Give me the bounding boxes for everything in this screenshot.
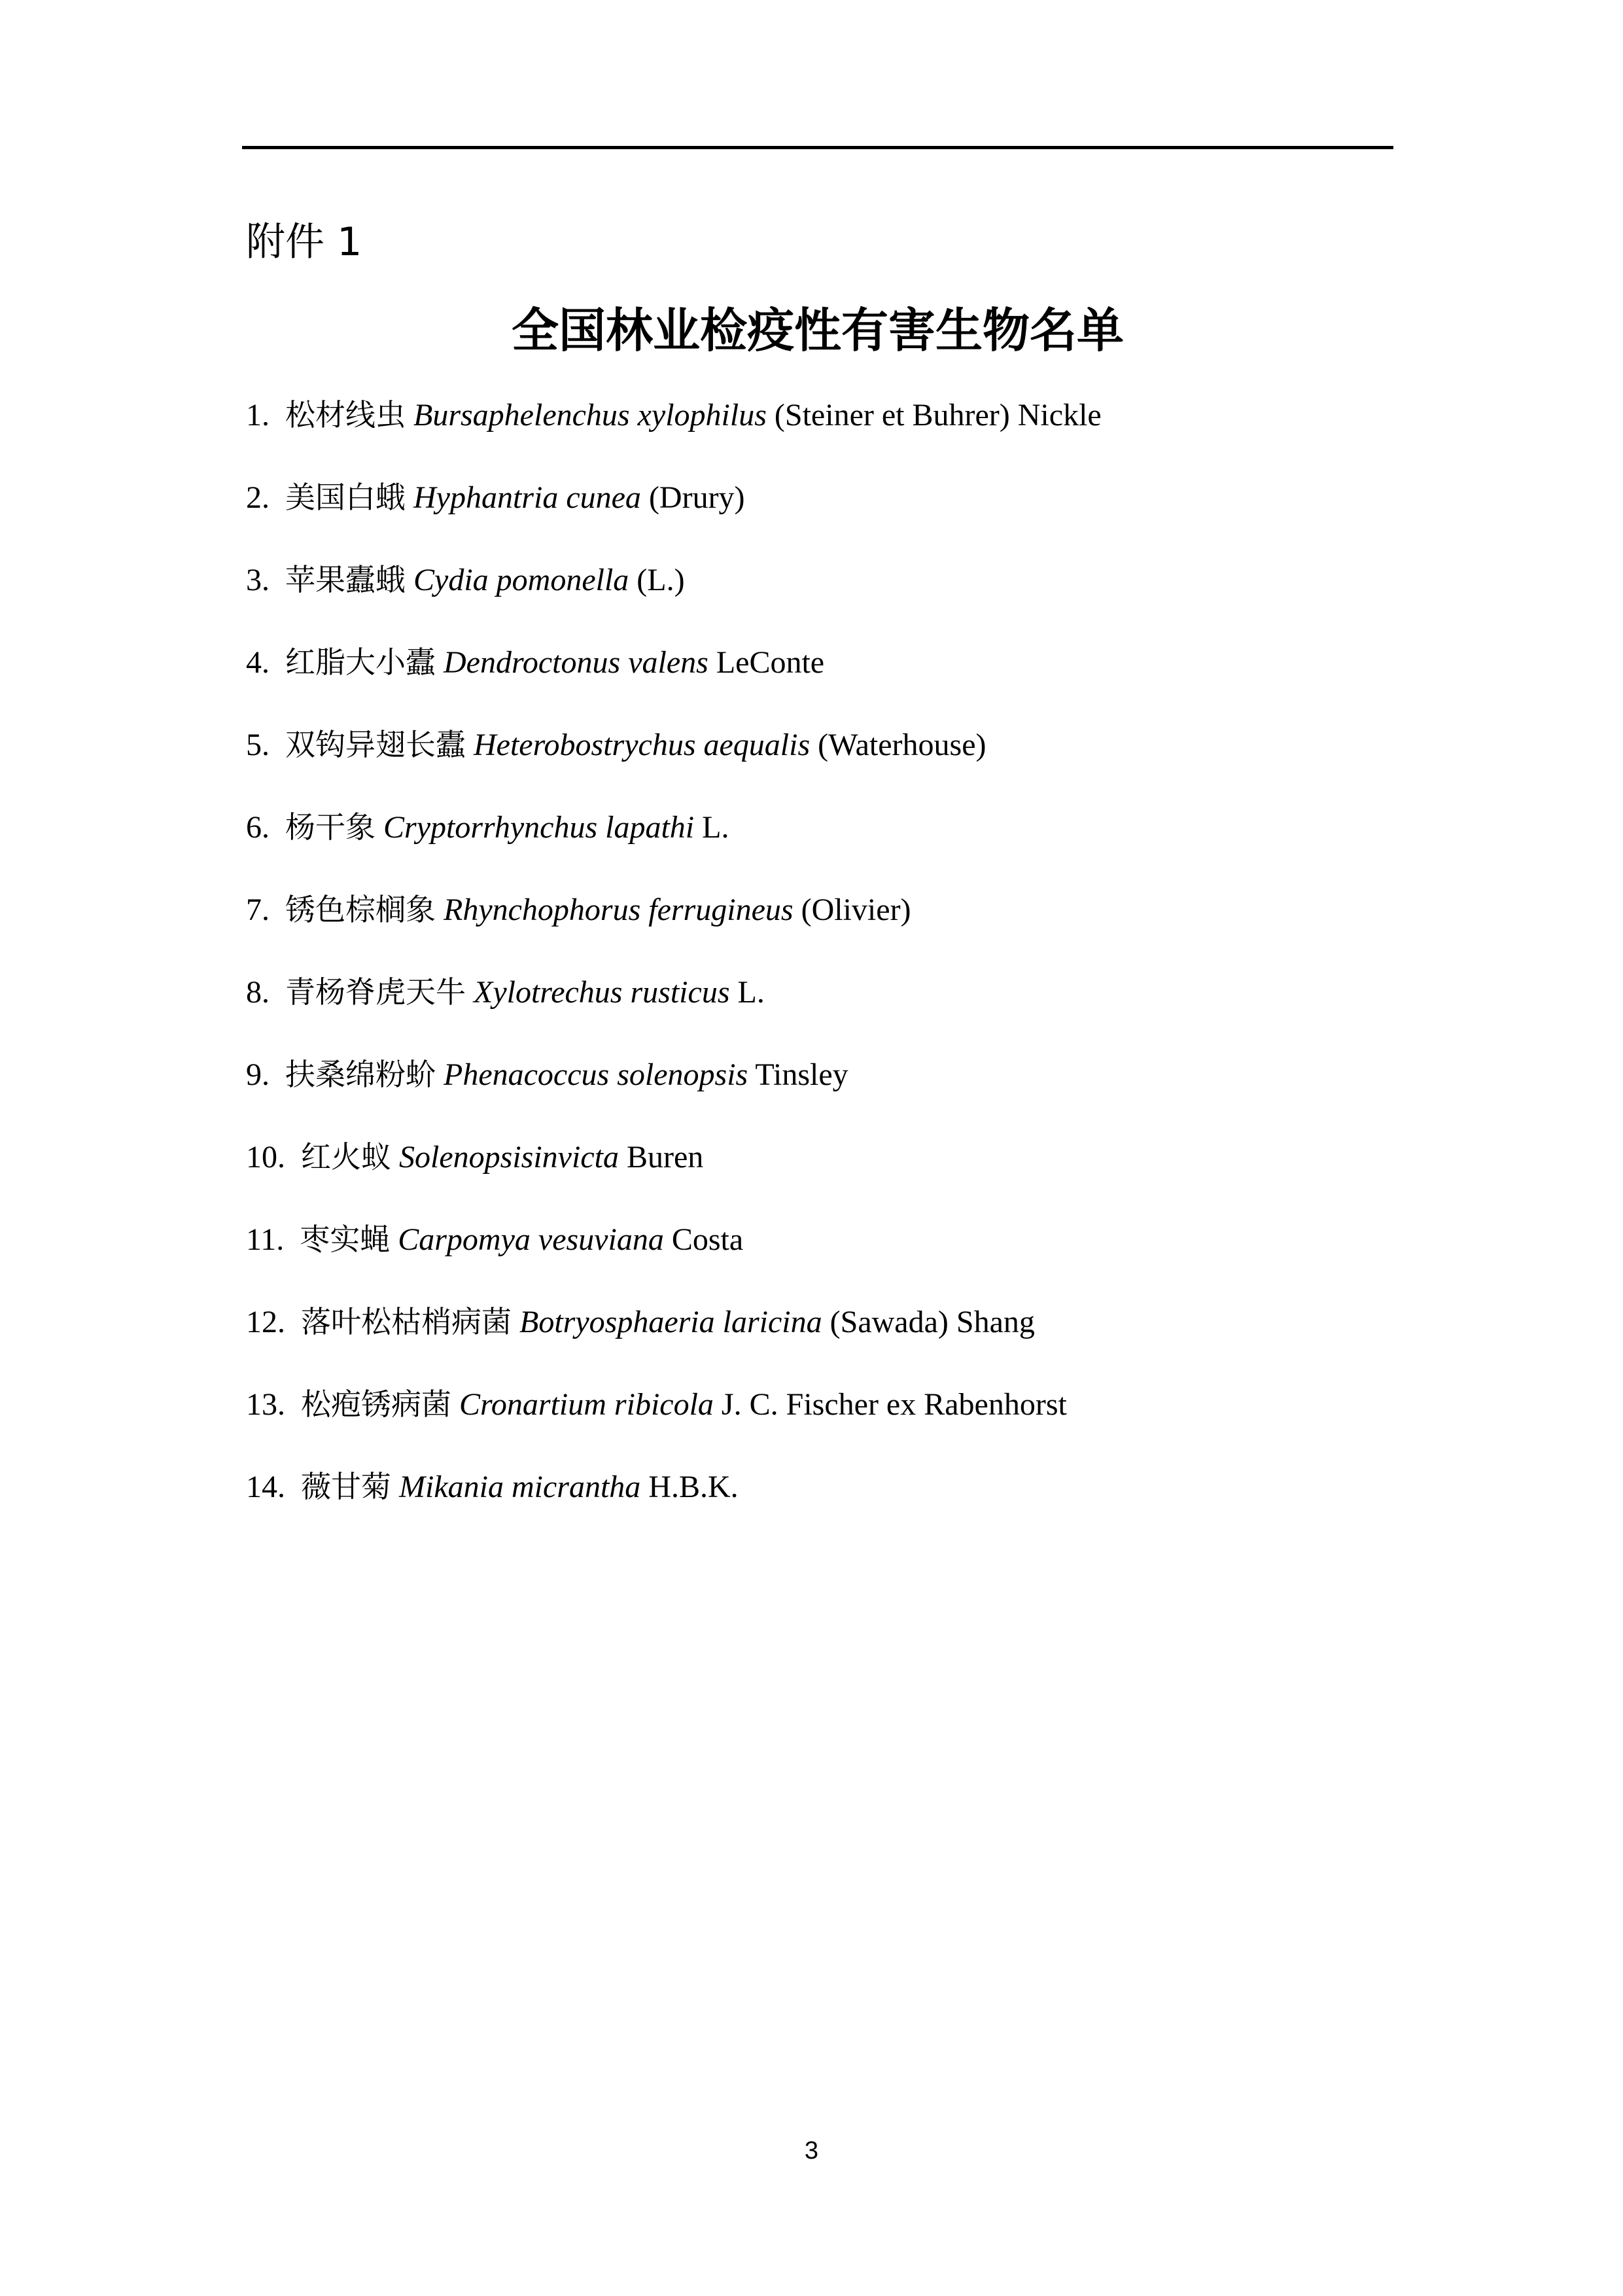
list-item: [246, 1462, 1397, 1544]
author-citation: (Sawada) Shang: [829, 1305, 1035, 1339]
item-number: 10.: [246, 1140, 285, 1174]
item-number: 3.: [246, 563, 270, 597]
scientific-name: Carpomya vesuviana: [398, 1222, 664, 1257]
author-citation: J. C. Fischer ex Rabenhorst: [721, 1387, 1067, 1422]
chinese-name: 松疱锈病菌: [301, 1386, 451, 1422]
author-citation: Buren: [626, 1140, 704, 1174]
list-item: [246, 1132, 1397, 1214]
chinese-name: 落叶松枯梢病菌: [301, 1304, 512, 1339]
list-item: [246, 967, 1397, 1050]
item-number: 8.: [246, 975, 270, 1010]
scientific-name: Bursaphelenchus xylophilus: [413, 398, 767, 433]
page-title: 全国林业检疫性有害生物名单: [511, 303, 1124, 358]
author-citation: H.B.K.: [648, 1470, 739, 1504]
item-number: 4.: [246, 645, 270, 680]
scientific-name: Heterobostrychus aequalis: [474, 728, 811, 762]
list-item: [246, 1297, 1397, 1379]
scientific-name: Cydia pomonella: [413, 563, 629, 597]
chinese-name: 双钩异翅长蠹: [285, 727, 466, 762]
author-citation: Costa: [671, 1222, 744, 1257]
scientific-name: Hyphantria cunea: [413, 480, 641, 515]
author-citation: L.: [737, 975, 765, 1010]
chinese-name: 枣实蝇: [300, 1222, 391, 1257]
chinese-name: 苹果蠹蛾: [285, 562, 406, 597]
scientific-name: Mikania micrantha: [399, 1470, 641, 1504]
header-rule: [242, 146, 1393, 149]
list-item: [246, 885, 1397, 967]
item-number: 12.: [246, 1305, 285, 1339]
author-citation: LeConte: [716, 645, 825, 680]
author-citation: (Drury): [648, 480, 745, 515]
item-number: 7.: [246, 892, 270, 927]
list-item: [246, 555, 1397, 637]
chinese-name: 杨干象: [285, 809, 375, 845]
item-number: 11.: [246, 1222, 285, 1257]
author-citation: Tinsley: [755, 1057, 848, 1092]
list-item: [246, 390, 1397, 472]
item-number: 13.: [246, 1387, 285, 1422]
chinese-name: 松材线虫: [285, 397, 406, 433]
item-number: 6.: [246, 810, 270, 845]
scientific-name: Botryosphaeria laricina: [519, 1305, 822, 1339]
author-citation: (Steiner et Buhrer) Nickle: [774, 398, 1102, 433]
attachment-label: 附件 1: [246, 219, 362, 265]
author-citation: (L.): [637, 563, 685, 597]
species-list: [246, 390, 1397, 1544]
list-item: [246, 1379, 1397, 1462]
list-item: [246, 1050, 1397, 1132]
chinese-name: 青杨脊虎天牛: [285, 974, 466, 1010]
scientific-name: Solenopsisinvicta: [399, 1140, 619, 1174]
scientific-name: Dendroctonus valens: [444, 645, 708, 680]
list-item: [246, 472, 1397, 555]
page-number: 3: [804, 2137, 819, 2164]
item-number: 5.: [246, 728, 270, 762]
list-item: [246, 637, 1397, 720]
scientific-name: Phenacoccus solenopsis: [444, 1057, 748, 1092]
list-item: [246, 802, 1397, 885]
item-number: 9.: [246, 1057, 270, 1092]
item-number: 14.: [246, 1470, 285, 1504]
scientific-name: Cronartium ribicola: [459, 1387, 714, 1422]
scientific-name: Rhynchophorus ferrugineus: [444, 892, 794, 927]
item-number: 1.: [246, 398, 270, 433]
scientific-name: Xylotrechus rusticus: [474, 975, 730, 1010]
author-citation: L.: [702, 810, 729, 845]
chinese-name: 薇甘菊: [301, 1469, 391, 1504]
item-number: 2.: [246, 480, 270, 515]
chinese-name: 红脂大小蠹: [285, 645, 436, 680]
scientific-name: Cryptorrhynchus lapathi: [383, 810, 695, 845]
chinese-name: 扶桑绵粉蚧: [285, 1057, 436, 1092]
chinese-name: 美国白蛾: [285, 480, 406, 515]
list-item: [246, 1214, 1397, 1297]
chinese-name: 红火蚁: [301, 1139, 391, 1174]
list-item: [246, 720, 1397, 802]
author-citation: (Olivier): [801, 892, 911, 927]
author-citation: (Waterhouse): [818, 728, 986, 762]
chinese-name: 锈色棕榈象: [285, 892, 436, 927]
